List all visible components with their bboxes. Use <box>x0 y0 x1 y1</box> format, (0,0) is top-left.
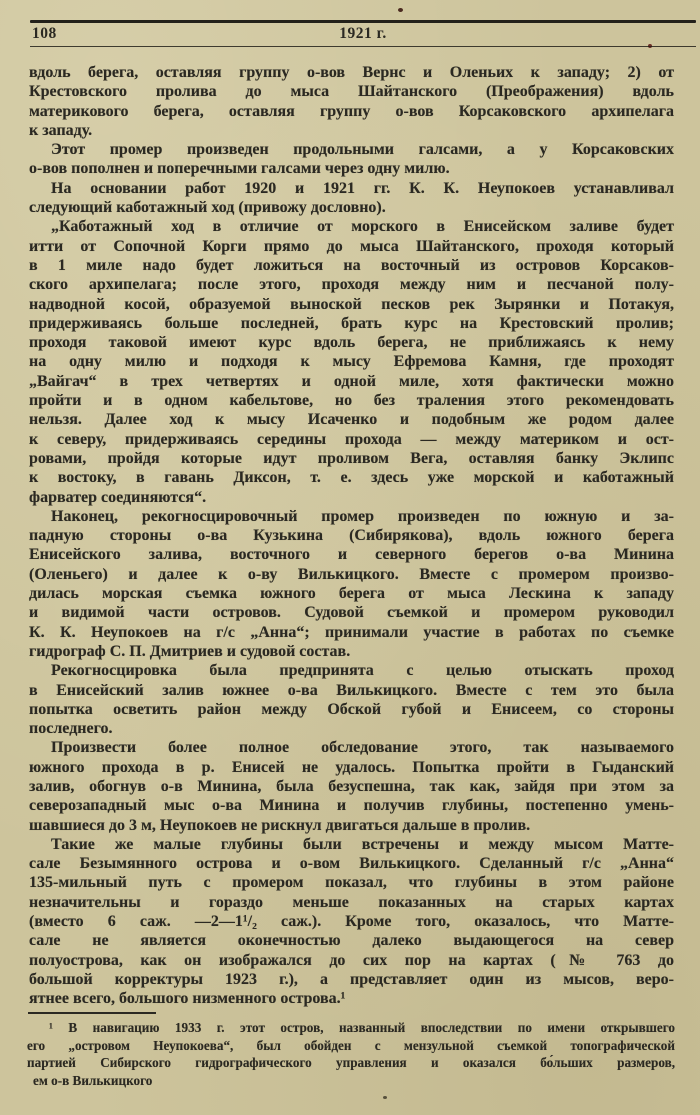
text-line: ского архипелага; после этого, проходя между ним и песчаной полу- <box>29 276 674 294</box>
text-line: пройти и в одном кабельтове, но без траления этого рекомендовать <box>29 392 674 410</box>
text-line: К. К. Неупокоев на г/с „Анна“; принимали участие в работах по съемке <box>29 623 674 641</box>
text-line: (Оленьего) и далее к о-ву Вилькицкого. Вместе с промером произво- <box>29 565 674 583</box>
text-line: следующий каботажный ход (привожу дословно). <box>29 199 386 217</box>
text-line: дилась морская съемка южного берега от мыса Лескина к западу <box>29 585 674 603</box>
text-line: надводной косой, образуемой выноской песков рек Зырянки и Потакуя, <box>29 295 674 313</box>
footnote-line: ¹ В навигацию 1933 г. этот остров, названный впоследствии по имени открывшего <box>49 1020 675 1035</box>
ink-speck <box>398 8 403 12</box>
ink-speck <box>383 1096 387 1099</box>
text-line: 135-мильный путь с промером показал, что глубины в этом районе <box>29 874 674 892</box>
text-line: фарватер соединяются“. <box>29 488 207 506</box>
page-body <box>29 63 674 1009</box>
text-line: вдоль берега, оставляя группу о-вов Вернс и Оленьих к западу; 2) от <box>29 64 674 81</box>
text-line: Рекогносцировка была предпринята с целью отыскать проход <box>51 662 674 680</box>
text-line: Такие же малые глубины были встречены и между мысом Матте- <box>51 835 674 853</box>
page-header <box>30 25 696 45</box>
running-title: 1921 г. <box>339 25 387 42</box>
text-line: большой корректуры 1923 г.), а представляет один из мысов, веро- <box>29 970 674 988</box>
text-line: попытка осветить район между Обской губой и Енисеем, со стороны <box>29 700 674 718</box>
footnote <box>27 1019 675 1089</box>
text-line: в 1 миле надо будет ложиться на восточный из островов Корсаков- <box>29 256 674 274</box>
paragraph-quote <box>29 217 674 506</box>
text-line: (вместо 6 саж. —2—1¹/₂ саж.). Кроме того, оказалось, что Матте- <box>29 913 674 931</box>
header-top-rule <box>30 20 696 23</box>
text-line: придерживаясь больше последней, брать курс на Крестовский пролив; <box>29 314 674 332</box>
text-line: шавшиеся до 3 м, Неупокоев не рискнул двигаться дальше в пролив. <box>29 816 531 834</box>
text-line: „Вайгач“ в трех четвертях и одной миле, хотя фактически можно <box>29 372 674 390</box>
text-line: к востоку, в гавань Диксон, т. е. здесь уже морской и каботажный <box>29 469 674 487</box>
paragraph <box>29 507 674 661</box>
text-line: южного прохода в р. Енисей не удалось. Попытка пройти в Гыданский <box>29 758 674 776</box>
text-line: гидрограф С. П. Дмитриев и судовой состав. <box>29 642 351 660</box>
text-line: На основании работ 1920 и 1921 гг. К. К. Неупокоев устанавливал <box>51 179 674 197</box>
text-line: Произвести более полное обследование этого, так называемого <box>51 739 674 757</box>
text-line: сале не является оконечностью далеко выдающегося на север <box>29 932 674 950</box>
footnote-separator <box>28 1012 156 1014</box>
text-line: о-вов пополнен и поперечными галсами через одну милю. <box>29 160 450 178</box>
footnote-line: ем о-в Вилькицкого <box>33 1072 153 1088</box>
paragraph <box>29 63 674 140</box>
text-line: на одну милю и подходя к мысу Ефремова Камня, где проходят <box>29 353 674 371</box>
text-line: нельзя. Далее ход к мысу Исаченко и подобным же родом далее <box>29 411 674 429</box>
paragraph <box>29 835 674 1009</box>
page-number: 108 <box>32 25 57 42</box>
text-line: падную стороны о-ва Кузькина (Сибирякова), вдоль южного берега <box>29 527 674 545</box>
text-line: и видимой части островов. Судовой съемкой и промером руководил <box>29 604 674 622</box>
text-line: сале Безымянного острова и о-вом Вилькицкого. Сделанный г/с „Анна“ <box>29 855 674 873</box>
text-line: полуострова, как он изображался до сих пор на картах (№ 763 до <box>29 951 674 969</box>
text-line: северозападный мыс о-ва Минина и получив глубины, постепенно умень- <box>29 797 674 815</box>
footnote-line: его „островом Неупокоева“, был обойден с мензульной съемкой топографической <box>27 1037 675 1053</box>
footnote-line: партией Сибирского гидрографического управления и оказался бо́льших размеров, <box>27 1055 675 1071</box>
text-line: Енисейского залива, восточного и северного берегов о-ва Минина <box>29 546 674 564</box>
paragraph <box>29 179 674 218</box>
text-line: „Каботажный ход в отличие от морского в Енисейском заливе будет <box>51 218 674 236</box>
paragraph <box>29 738 674 834</box>
text-line: Этот промер произведен продольными галсами, а у Корсаковских <box>51 141 674 159</box>
text-line: итти от Сопочной Корги прямо до мыса Шайтанского, проходя который <box>29 237 674 255</box>
text-line: в Енисейский залив южнее о-ва Вилькицкого. Вместе с тем это была <box>29 681 674 699</box>
text-line: Крестовского пролива до мыса Шайтанского (Преображения) вдоль <box>29 83 674 101</box>
paragraph <box>29 140 674 179</box>
text-line: к северу, придерживаясь середины прохода — между материком и ост- <box>29 430 674 448</box>
text-line: ровами, пройдя которые идут проливом Вега, оставляя банку Эклипс <box>29 449 674 467</box>
text-line: Наконец, рекогносцировочный промер произведен по южную и за- <box>51 507 674 525</box>
text-line: незначительны и гораздо меньше показанных на старых картах <box>29 893 674 911</box>
text-line: проходя таковой имеют курс вдоль берега, не приближаясь к нему <box>29 334 674 352</box>
paragraph <box>29 661 674 738</box>
text-line: последнего. <box>29 720 113 738</box>
text-line: к западу. <box>29 121 93 139</box>
text-line: залив, обогнув о-в Минина, была безуспешна, так как, зайдя при этом за <box>29 777 674 795</box>
text-line: материкового берега, оставляя группу о-вов Корсаковского архипелага <box>29 102 674 120</box>
text-line: ятнее всего, большого низменного острова.¹ <box>29 990 346 1008</box>
header-bottom-rule <box>30 46 696 47</box>
